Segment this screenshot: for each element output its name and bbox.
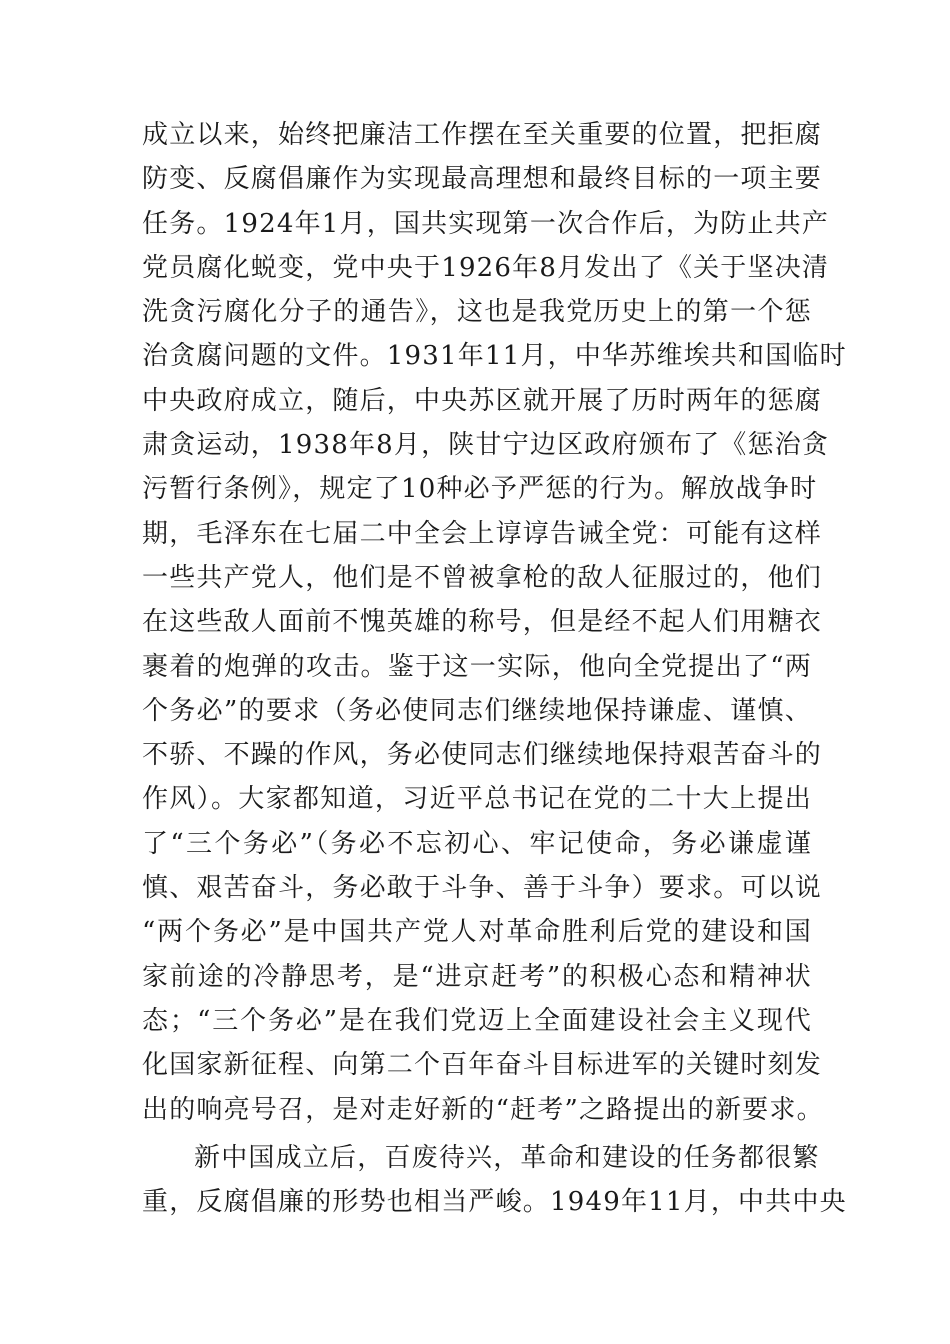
text-line: 治贪腐问题的文件。1931年11月，中华苏维埃共和国临时	[142, 341, 847, 372]
paragraph	[142, 1136, 847, 1225]
text-line: 家前途的冷静思考，是“进京赶考”的积极心态和精神状	[142, 961, 812, 992]
text-line: 防变、反腐倡廉作为实现最高理想和最终目标的一项主要	[142, 164, 823, 195]
text-line: 一些共产党人，他们是不曾被拿枪的敌人征服过的，他们	[142, 562, 823, 593]
text-line: 在这些敌人面前不愧英雄的称号，但是经不起人们用糖衣	[142, 607, 823, 638]
text-line: 洗贪污腐化分子的通告》，这也是我党历史上的第一个惩	[142, 297, 812, 328]
text-line: 作风）。大家都知道，习近平总书记在党的二十大上提出	[142, 784, 812, 815]
text-line: 重，反腐倡廉的形势也相当严峻。1949年11月，中共中央	[142, 1187, 847, 1218]
text-line: 出的响亮号召，是对走好新的“赶考”之路提出的新要求。	[142, 1094, 824, 1125]
text-line: 化国家新征程、向第二个百年奋斗目标进军的关键时刻发	[142, 1050, 823, 1081]
text-line: 慎、艰苦奋斗，务必敢于斗争、善于斗争）要求。可以说	[142, 873, 823, 904]
text-line: 新中国成立后，百废待兴，革命和建设的任务都很繁	[194, 1142, 820, 1173]
text-line: 个务必”的要求（务必使同志们继续地保持谦虚、谨慎、	[142, 695, 812, 726]
body-text	[142, 113, 847, 1224]
text-line: 态；“三个务必”是在我们党迈上全面建设社会主义现代	[142, 1005, 812, 1036]
text-line: 中央政府成立，随后，中央苏区就开展了历时两年的惩腐	[142, 385, 823, 416]
text-line: 裹着的炮弹的攻击。鉴于这一实际，他向全党提出了“两	[142, 651, 812, 682]
paragraph	[142, 113, 847, 1132]
text-line: 了“三个务必”（务必不忘初心、牢记使命，务必谦虚谨	[142, 828, 812, 859]
text-line: 任务。1924年1月，国共实现第一次合作后，为防止共产	[142, 208, 830, 239]
text-line: 污暂行条例》，规定了10种必予严惩的行为。解放战争时	[142, 474, 818, 505]
text-line: 肃贪运动，1938年8月，陕甘宁边区政府颁布了《惩治贪	[142, 430, 830, 461]
text-line: “两个务必”是中国共产党人对革命胜利后党的建设和国	[142, 917, 812, 948]
text-line: 不骄、不躁的作风，务必使同志们继续地保持艰苦奋斗的	[142, 740, 823, 771]
text-line: 党员腐化蜕变，党中央于1926年8月发出了《关于坚决清	[142, 252, 830, 283]
text-line: 期，毛泽东在七届二中全会上谆谆告诫全党：可能有这样	[142, 518, 823, 549]
text-line: 成立以来，始终把廉洁工作摆在至关重要的位置，把拒腐	[142, 120, 823, 150]
